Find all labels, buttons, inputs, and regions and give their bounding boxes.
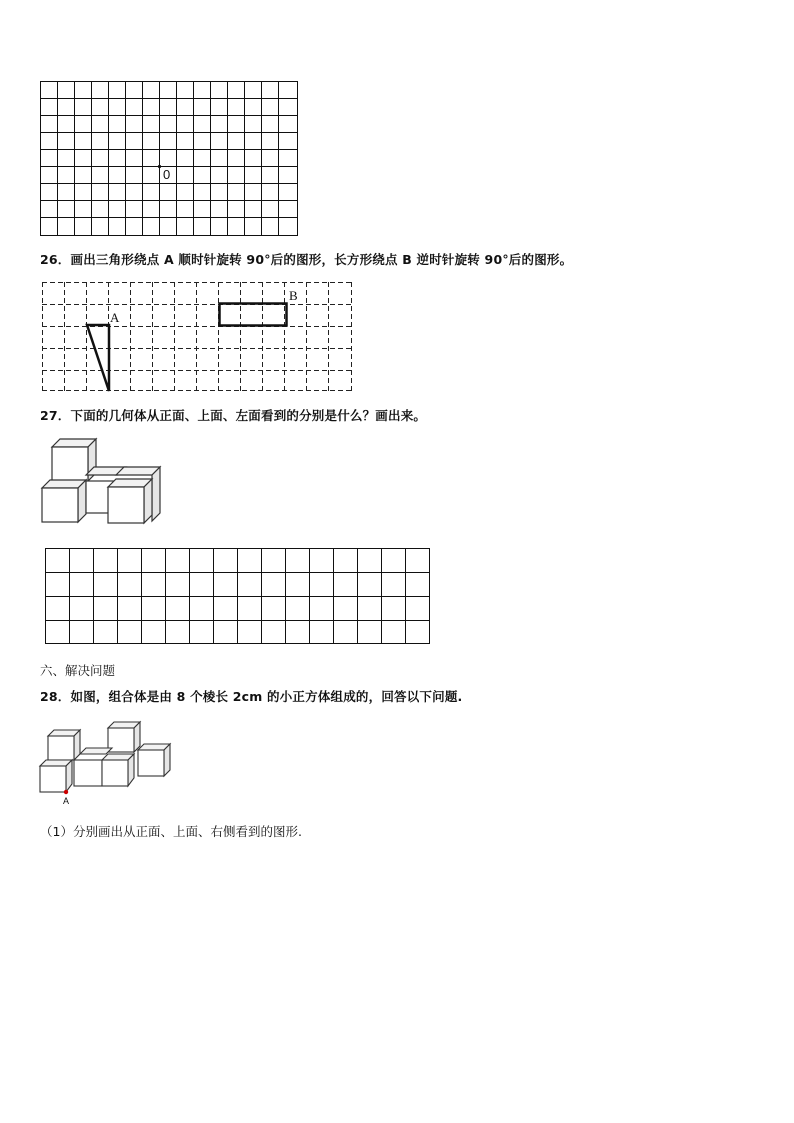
solid-figure-q28: [38, 716, 176, 798]
point-o-dot: [158, 165, 161, 168]
question-26-text: 26．画出三角形绕点 A 顺时针旋转 90°后的图形，长方形绕点 B 逆时针旋转 90°后的图形。: [40, 252, 573, 267]
point-a-label-q26: A: [110, 310, 120, 325]
question-28-text: 28．如图，组合体是由 8 个棱长 2cm 的小正方体组成的，回答以下问题.: [40, 689, 463, 704]
triangle-shape: [87, 325, 109, 391]
question-28-subquestion-1: （1）分别画出从正面、上面、右侧看到的图形.: [40, 824, 302, 839]
solid-figure-q27: [40, 435, 165, 527]
answer-grid-q27: [45, 548, 431, 646]
rectangle-shape: [220, 304, 287, 326]
coordinate-grid-1: [40, 81, 300, 237]
point-a-label-q28: A: [63, 796, 70, 806]
point-a-dot-q28: [64, 790, 68, 794]
section-6-title: 六、解决问题: [40, 663, 116, 678]
point-b-label-q26: B: [289, 288, 298, 303]
dashed-grid-q26: [42, 282, 354, 394]
question-27-text: 27．下面的几何体从正面、上面、左面看到的分别是什么？画出来。: [40, 408, 427, 423]
point-o-label: 0: [163, 167, 171, 182]
